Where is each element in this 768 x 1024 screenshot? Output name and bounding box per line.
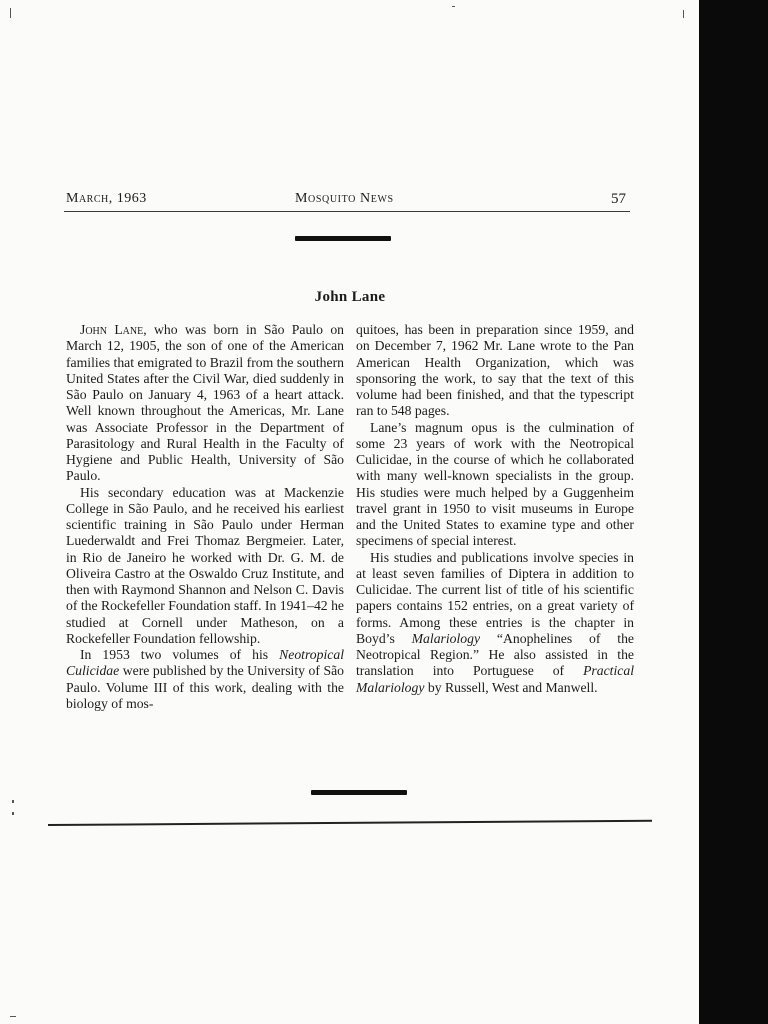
- scan-speck: [12, 800, 14, 803]
- page-number: 57: [611, 191, 626, 207]
- text-column-left: [66, 322, 344, 712]
- footer-rule: [48, 820, 652, 826]
- header-rule: [64, 211, 630, 212]
- scan-speck: [12, 812, 14, 815]
- top-ornament-rule: [295, 236, 391, 241]
- paragraph: His secondary education was at Mackenzie College in São Paulo, and he received his earliest scientific training in São Paulo under Herman Luederwaldt and Frei Thomaz Bergmeier. Later, in Rio de Janeiro he worked with Dr. G. M. de Oliveira Castro at the Oswaldo Cruz Institute, and then with Raymond Shannon and Nelson C. Davis of the Rockefeller Foundation staff. In 1941–42 he studied at Cornell under Matheson, on a Rockefeller Foundation fellowship.: [66, 484, 344, 646]
- paragraph-text: His studies and publications involve species in at least seven families of Diptera in addition to Culicidae. The current list of title of his scientific papers contains 152 entries, on a great variety of forms. Among these entries is the chapter in Boyd’s: [356, 549, 634, 646]
- scan-speck: [683, 10, 684, 18]
- paragraph: Lane’s magnum opus is the culmination of some 23 years of work with the Neotropical Culicidae, in the course of which he collaborated with many well-known specialists in the group. His studies were much helped by a Guggenheim travel grant in 1950 to visit museums in Europe and the United States to examine type and other specimens of special interest.: [356, 419, 634, 549]
- paragraph: [66, 647, 344, 712]
- issue-date: March, 1963: [66, 191, 147, 206]
- scan-speck: [10, 1016, 16, 1017]
- text-column-right: [356, 322, 634, 696]
- book-title: Neotropical Culicidae: [66, 647, 344, 679]
- paragraph: [66, 322, 344, 485]
- scan-speck: [10, 8, 11, 18]
- paragraph: [356, 550, 634, 696]
- book-title: Practical Malariology: [356, 663, 634, 695]
- book-title: Malariology: [411, 630, 481, 646]
- article-title: John Lane: [314, 289, 386, 305]
- paragraph-text: In 1953 two volumes of his: [80, 647, 280, 662]
- bottom-ornament-rule: [311, 790, 407, 795]
- scan-edge-shadow: [699, 0, 768, 1024]
- paragraph-text: were published by the University of São Paulo. Volume III of this work, dealing with the biology of mos-: [66, 663, 344, 711]
- running-head: [66, 191, 628, 211]
- paragraph: quitoes, has been in preparation since 1959, and on December 7, 1962 Mr. Lane wrote to the Pan American Health Organization, which was sponsoring the work, to say that the text of this volume had been finished, and that the typescript ran to 548 pages.: [356, 322, 634, 419]
- paragraph-text: who was born in São Paulo on March 12, 1905, the son of one of the American families that emigrated to Brazil from the southern United States after the Civil War, died suddenly in São Paulo on January 4, 1963 of a heart attack. Well known throughout the Americas, Mr. Lane was Associate Professor in the Department of Parasitology and Rural Health in the Faculty of Hygiene and Public Health, University of São Paulo.: [66, 322, 345, 484]
- paragraph-text: “Anophelines of the Neotropical Region.” He also assisted in the translation into Portuguese of: [356, 630, 634, 679]
- paragraph-text: by Russell, West and Manwell.: [424, 679, 598, 695]
- lead-name: John Lane,: [80, 322, 147, 337]
- scan-speck: [452, 6, 455, 7]
- journal-title: Mosquito News: [295, 191, 394, 206]
